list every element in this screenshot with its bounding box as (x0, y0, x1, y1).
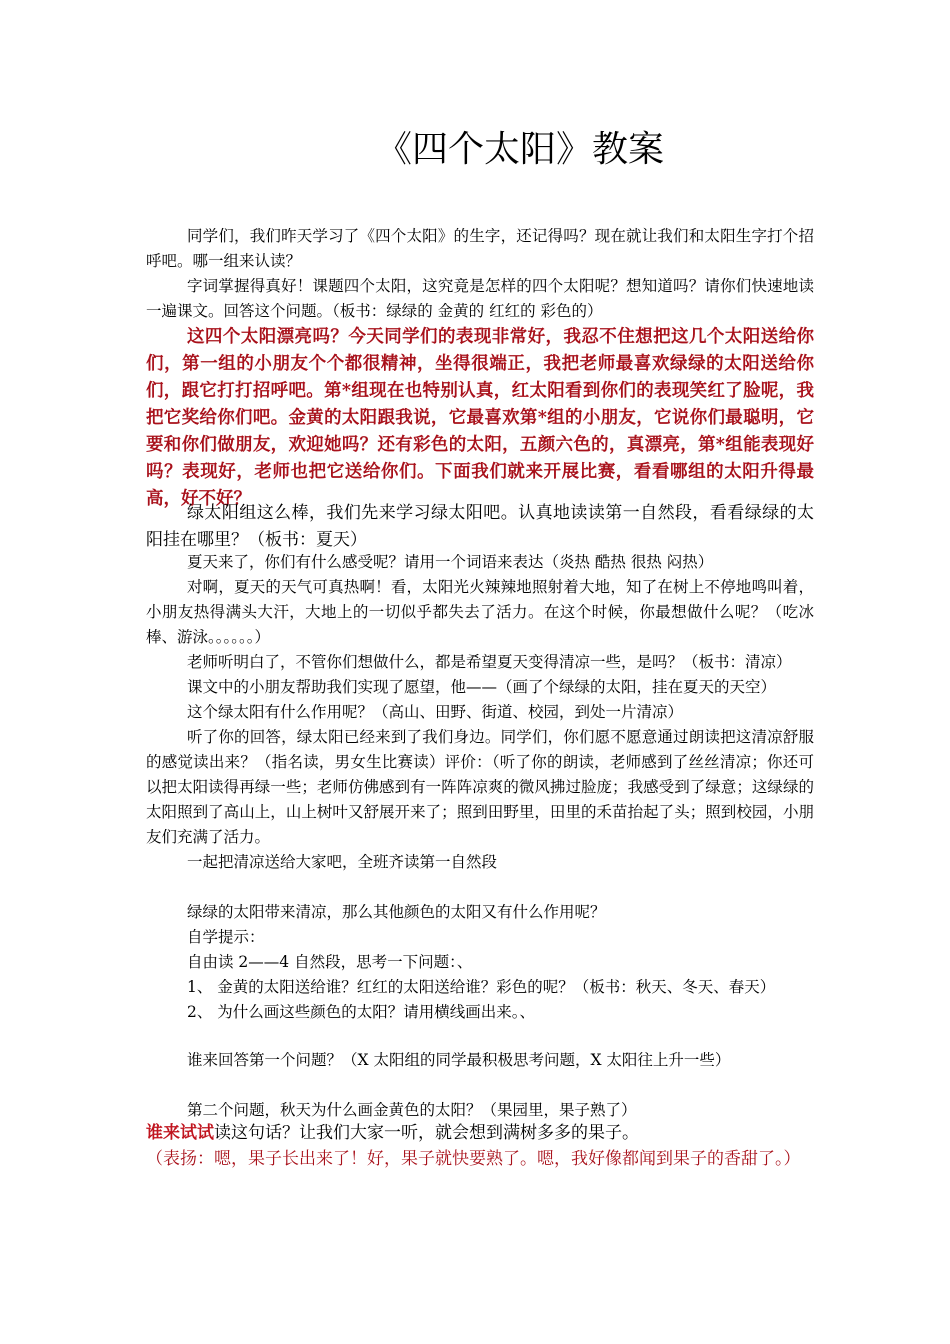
paragraph-other-suns: 绿绿的太阳带来清凉，那么其他颜色的太阳又有什么作用呢？ (187, 903, 606, 921)
paragraph-reading-task: 字词掌握得真好！课题四个太阳，这究竟是怎样的四个太阳呢？想知道吗？请你们快速地读一遍课文。回答这个问题。（板书：绿绿的 金黄的 红红的 彩色的） (146, 277, 814, 320)
paragraph-second-question: 第二个问题，秋天为什么画金黄色的太阳？（果园里，果子熟了） (187, 1101, 637, 1119)
paragraph-greeting: 同学们，我们昨天学习了《四个太阳》的生字，还记得吗？现在就让我们和太阳生字打个招呼吧。哪一组来认读？ (146, 227, 814, 270)
question-item-1: 1、 金黄的太阳送给谁？红红的太阳送给谁？彩色的呢？（板书：秋天、冬天、春天） (187, 978, 776, 996)
paragraph-four-suns-award: 这四个太阳漂亮吗？今天同学们的表现非常好，我忍不住想把这几个太阳送给你们，第一组的小朋友个个都很精神，坐得很端正，我把老师最喜欢绿绿的太阳送给你们，跟它打打招呼吧。第*组现在也特别认真，红太阳看到你们的表现笑红了脸呢，我把它奖给你们吧。金黄的太阳跟我说，它最喜欢第*组的小朋友，它说你们最聪明，它要和你们做朋友，欢迎她吗？还有彩色的太阳，五颜六色的，真漂亮，第*组能表现好吗？表现好，老师也把它送给你们。下面我们就来开展比赛，看看哪组的太阳升得最高，好不好？ (146, 327, 814, 509)
paragraph-self-study-hint: 自学提示： (187, 928, 265, 946)
paragraph-first-question: 谁来回答第一个问题？（X 太阳组的同学最积极思考问题，X 太阳往上升一些） (187, 1051, 731, 1069)
paragraph-try-reading (146, 1120, 826, 1147)
paragraph-class-reading: 一起把清凉送给大家吧，全班齐读第一自然段 (187, 853, 498, 871)
paragraph-green-sun-effect: 这个绿太阳有什么作用呢？（高山、田野、街道、校园，到处一片清凉） (187, 703, 684, 721)
paragraph-wish-fulfilled: 课文中的小朋友帮助我们实现了愿望，他——（画了个绿绿的太阳，挂在夏天的天空） (187, 678, 777, 696)
paragraph-reading-evaluation: 听了你的回答，绿太阳已经来到了我们身边。同学们，你们愿不愿意通过朗读把这清凉舒服的感觉读出来？（指名读，男女生比赛读）评价：（听了你的朗读，老师感到了丝丝清凉；你还可以把太阳读得再绿一些；老师仿佛感到有一阵阵凉爽的微风拂过脸庞；我感受到了绿意；这绿绿的太阳照到了高山上，山上树叶又舒展开来了；照到田野里，田里的禾苗抬起了头；照到校园，小朋友们充满了活力。 (146, 728, 814, 846)
paragraph-praise: （表扬：嗯，果子长出来了！好，果子就快要熟了。嗯，我好像都闻到果子的香甜了。） (146, 1149, 801, 1169)
try-reading-text: 读这句话？让我们大家一听，就会想到满树多多的果子。 (214, 1123, 639, 1143)
paragraph-summer-heat: 对啊，夏天的天气可真热啊！看，太阳光火辣辣地照射着大地，知了在树上不停地鸣叫着，小朋友热得满头大汗，大地上的一切似乎都失去了活力。在这个时候，你最想做什么呢？（吃冰棒、游泳。。。。。。） (146, 578, 814, 646)
paragraph-green-sun: 绿太阳组这么棒，我们先来学习绿太阳吧。认真地读读第一自然段，看看绿绿的太阳挂在哪里？（板书：夏天） (146, 503, 814, 550)
paragraph-free-reading: 自由读 2——4 自然段，思考一下问题：、 (187, 953, 473, 971)
document-title: 《四个太阳》教案 (375, 129, 664, 170)
try-reading-prompt: 谁来试试 (146, 1123, 214, 1143)
question-item-2: 2、 为什么画这些颜色的太阳？请用横线画出来。、 (187, 1003, 536, 1021)
paragraph-summer-feeling: 夏天来了，你们有什么感受呢？请用一个词语来表达（炎热 酷热 很热 闷热） (187, 553, 714, 571)
paragraph-cool-wish: 老师听明白了，不管你们想做什么，都是希望夏天变得清凉一些，是吗？（板书：清凉） (187, 653, 792, 671)
